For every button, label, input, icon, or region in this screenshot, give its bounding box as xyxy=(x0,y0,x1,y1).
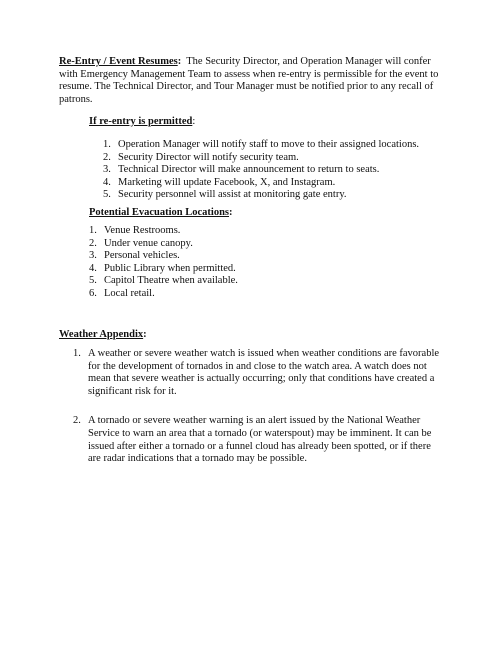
list-item xyxy=(103,152,443,165)
list-item-number: 4. xyxy=(103,176,111,188)
evacuation-list xyxy=(89,225,429,301)
list-item-number: 2. xyxy=(73,415,81,427)
weather-heading-colon: : xyxy=(143,329,147,340)
list-item-number: 1. xyxy=(103,139,111,150)
list-item-text: Public Library when permitted. xyxy=(104,262,236,274)
list-item-text: A weather or severe weather watch is issued when weather conditions are favorable for the development of tornados in and close to the watch area. A watch does not mean that severe weather is actually occurring; only that conditions have created a significant risk for it. xyxy=(88,348,440,397)
evacuation-heading-line xyxy=(89,207,449,220)
list-item-text: Personal vehicles. xyxy=(104,250,180,262)
permitted-heading: If re-entry is permitted xyxy=(89,116,193,127)
list-item-number: 1. xyxy=(73,348,81,359)
permitted-list xyxy=(103,139,443,202)
list-item-text: Capitol Theatre when available. xyxy=(104,275,238,287)
list-item xyxy=(103,177,443,190)
list-item xyxy=(73,415,441,465)
list-item-text: A tornado or severe weather warning is an alert issued by the National Weather Service to warn an area that a tornado (or waterspout) may be imminent. It can be issued after either a tornado or a funnel cloud has already been spotted, or if there are radar indications that a tornado may be possible. xyxy=(88,415,432,465)
list-item xyxy=(103,139,443,152)
reentry-heading: Re-Entry / Event Resumes xyxy=(59,56,178,67)
list-item-text: Venue Restrooms. xyxy=(104,225,181,236)
list-item-number: 1. xyxy=(89,225,97,236)
list-item-text: Technical Director will make announcement to return to seats. xyxy=(118,164,380,176)
reentry-body: The Security Director, and Operation Manager will confer with Emergency Management Team to assess when re-entry is permissible for the event to resume. The Technical Director, and Tour Manager must be notified prior to any recall of patrons. xyxy=(59,56,442,105)
weather-heading-line xyxy=(59,329,439,342)
list-item xyxy=(89,263,429,276)
list-item-text: Security Director will notify security team. xyxy=(118,151,299,163)
list-item-number: 4. xyxy=(89,262,97,274)
permitted-section xyxy=(89,116,449,129)
list-item-text: Marketing will update Facebook, X, and Instagram. xyxy=(118,176,336,188)
weather-list xyxy=(73,348,441,466)
list-item-number: 2. xyxy=(89,237,97,249)
evacuation-heading: Potential Evacuation Locations xyxy=(89,207,230,218)
reentry-heading-colon: : xyxy=(177,56,182,67)
list-item xyxy=(89,288,429,301)
list-item-text: Security personnel will assist at monitoring gate entry. xyxy=(118,189,347,201)
evacuation-heading-colon: : xyxy=(229,207,233,218)
list-item xyxy=(89,238,429,251)
list-item-number: 5. xyxy=(103,189,111,201)
list-item xyxy=(89,225,429,238)
list-item-number: 5. xyxy=(89,275,97,287)
list-item xyxy=(89,250,429,263)
list-item xyxy=(103,164,443,177)
list-item-text: Operation Manager will notify staff to move to their assigned locations. xyxy=(118,139,420,150)
reentry-paragraph xyxy=(59,56,443,106)
permitted-heading-line xyxy=(89,116,449,129)
list-item xyxy=(103,189,443,202)
permitted-heading-colon: : xyxy=(192,116,196,127)
weather-heading: Weather Appendix xyxy=(59,329,144,340)
list-item-number: 3. xyxy=(103,164,111,176)
list-item-text: Local retail. xyxy=(104,287,155,299)
list-item xyxy=(89,275,429,288)
list-item-number: 2. xyxy=(103,151,111,163)
list-item-number: 6. xyxy=(89,287,97,299)
list-item-text: Under venue canopy. xyxy=(104,237,193,249)
list-item-number: 3. xyxy=(89,250,97,262)
list-item xyxy=(73,348,441,398)
